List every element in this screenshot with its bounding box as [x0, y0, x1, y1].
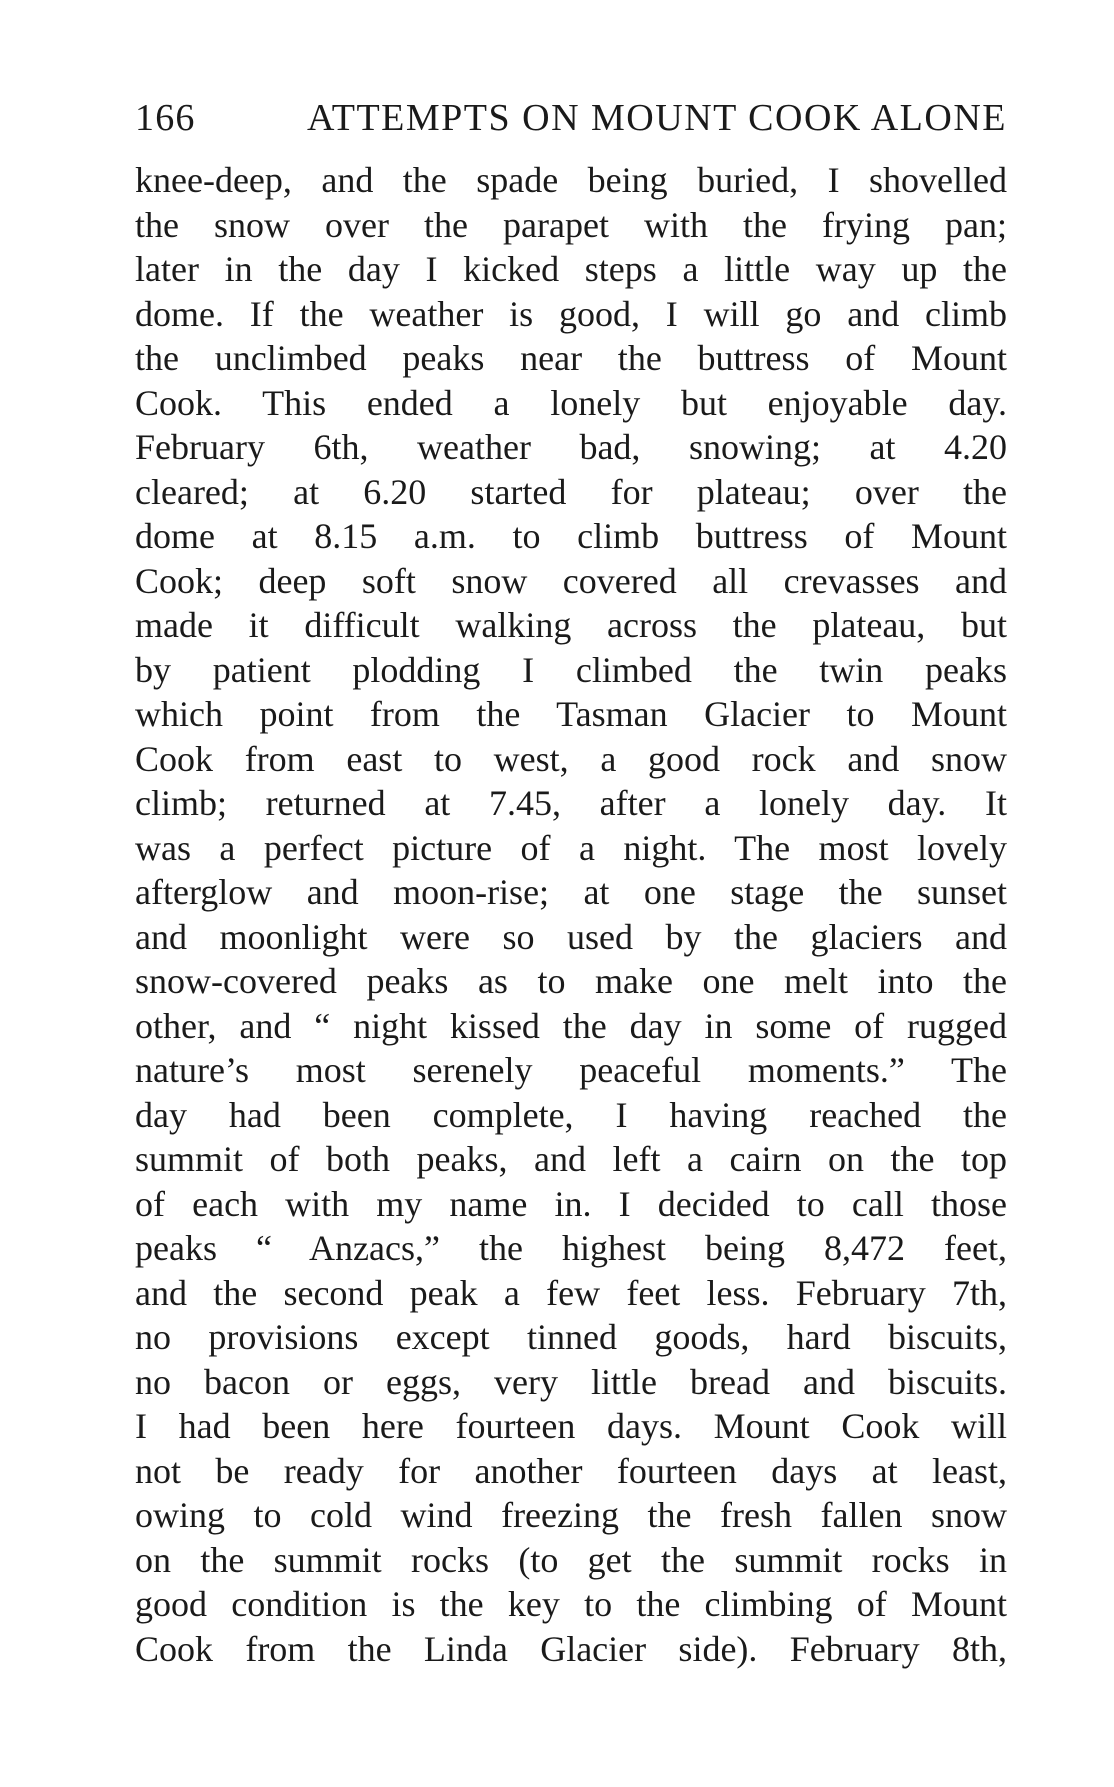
text-line: the snow over the parapet with the frying pan; [135, 204, 1007, 245]
text-line: owing to cold wind freezing the fresh fallen snow [135, 1495, 1007, 1535]
text-line: afterglow and moon-rise; at one stage the sunset [135, 872, 1007, 912]
text-line: made it difficult walking across the plateau, but [135, 605, 1007, 645]
text-line: and the second peak a few feet less. February 7th, [135, 1272, 1007, 1313]
text-line: peaks “ Anzacs,” the highest being 8,472 feet, [135, 1228, 1007, 1268]
text-line: other, and “ night kissed the day in some of rugged [135, 1005, 1007, 1046]
text-line: I had been here fourteen days. Mount Cook will [135, 1406, 1007, 1446]
text-line: was a perfect picture of a night. The most lovely [135, 827, 1007, 868]
text-line: Cook from east to west, a good rock and snow [135, 738, 1007, 779]
text-line: no provisions except tinned goods, hard biscuits, [135, 1317, 1007, 1357]
page-header [135, 96, 1007, 140]
text-line: good condition is the key to the climbing of Mount [135, 1584, 1007, 1624]
text-line: dome at 8.15 a.m. to climb buttress of Mount [135, 516, 1007, 556]
text-line: by patient plodding I climbed the twin peaks [135, 649, 1007, 690]
text-line: Cook from the Linda Glacier side). February 8th, [135, 1628, 1007, 1669]
text-line: day had been complete, I having reached the [135, 1094, 1007, 1135]
text-line: nature’s most serenely peaceful moments.” The [135, 1050, 1007, 1090]
text-line: Cook. This ended a lonely but enjoyable day. [135, 382, 1007, 423]
text-line: climb; returned at 7.45, after a lonely day. It [135, 783, 1007, 823]
text-line: the unclimbed peaks near the buttress of Mount [135, 338, 1007, 378]
text-line: of each with my name in. I decided to call those [135, 1183, 1007, 1224]
text-line: dome. If the weather is good, I will go and climb [135, 293, 1007, 334]
text-line: summit of both peaks, and left a cairn on the top [135, 1139, 1007, 1179]
page-number: 166 [135, 97, 196, 139]
text-line: and moonlight were so used by the glaciers and [135, 916, 1007, 957]
text-line: knee-deep, and the spade being buried, I shovelled [135, 160, 1007, 200]
text-line: not be ready for another fourteen days at least, [135, 1450, 1007, 1491]
text-line: Cook; deep soft snow covered all crevasses and [135, 560, 1007, 601]
text-line: on the summit rocks (to get the summit rocks in [135, 1539, 1007, 1580]
text-line: snow-covered peaks as to make one melt into the [135, 961, 1007, 1001]
body-text [135, 158, 1007, 1671]
text-line: no bacon or eggs, very little bread and biscuits. [135, 1361, 1007, 1402]
running-title: ATTEMPTS ON MOUNT COOK ALONE [307, 97, 1007, 139]
text-line: later in the day I kicked steps a little way up the [135, 249, 1007, 289]
text-line: which point from the Tasman Glacier to Mount [135, 694, 1007, 734]
text-line: February 6th, weather bad, snowing; at 4.20 [135, 427, 1007, 467]
text-line: cleared; at 6.20 started for plateau; over the [135, 471, 1007, 512]
